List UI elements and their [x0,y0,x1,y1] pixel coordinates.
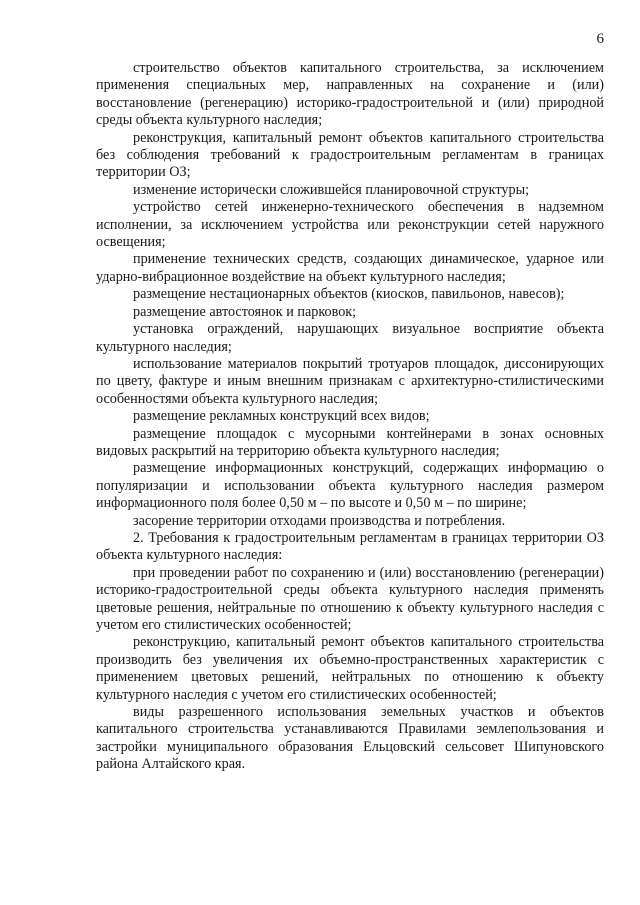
paragraph-9: использование материалов покрытий тротуаров площадок, диссонирующих по цвету, фактуре и иным внешним признакам с архитектурно-стилистическими особенностями объекта культурного наследия; [96,355,604,407]
paragraph-17: виды разрешенного использования земельных участков и объектов капитального строительства устанавливаются Правилами землепользования и застройки муниципального образования Ельцовский сельсовет Шипуновского района Алтайского края. [96,704,604,773]
paragraph-1: строительство объектов капитального строительства, за исключением применения специальных мер, направленных на сохранение и (или) восстановление (регенерацию) историко-градостроительной и (или) природной среды объекта культурного наследия; [96,60,604,129]
paragraph-15: при проведении работ по сохранению и (или) восстановлению (регенерации) историко-градостроительной среды объекта культурного наследия применять цветовые решения, нейтральные по отношению к объекту культурного наследия с учетом его стилистических особенностей; [96,564,604,633]
paragraph-11: размещение площадок с мусорными контейнерами в зонах основных видовых раскрытий на территорию объекта культурного наследия; [96,425,604,459]
paragraph-5: применение технических средств, создающих динамическое, ударное или ударно-вибрационное воздействие на объект культурного наследия; [96,251,604,285]
paragraph-13: засорение территории отходами производства и потребления. [133,512,506,529]
paragraph-4: устройство сетей инженерно-технического обеспечения в надземном исполнении, за исключением устройства или реконструкции сетей наружного освещения; [96,199,604,251]
paragraph-12: размещение информационных конструкций, содержащих информацию о популяризации и использовании объекта культурного наследия размером информационного поля более 0,50 м – по высоте и 0,50 м – по ширине; [96,460,604,512]
page-number: 6 [596,31,604,47]
paragraph-6: размещение нестационарных объектов (киосков, павильонов, навесов); [133,286,565,303]
paragraph-2: реконструкция, капитальный ремонт объектов капитального строительства без соблюдения требований к градостроительным регламентам в границах территории ОЗ; [96,129,604,181]
paragraph-8: установка ограждений, нарушающих визуальное восприятие объекта культурного наследия; [96,321,604,355]
paragraph-10: размещение рекламных конструкций всех видов; [133,408,430,425]
paragraph-16: реконструкцию, капитальный ремонт объектов капитального строительства производить без увеличения их объемно-пространственных характеристик с применением цветовых решений, нейтральных по отношению к объекту культурного наследия с учетом его стилистических особенностей; [96,634,604,703]
section-heading-2: 2. Требования к градостроительным регламентам в границах территории ОЗ объекта культурного наследия: [96,529,604,564]
document-body [96,60,604,774]
paragraph-3: изменение исторически сложившейся планировочной структуры; [133,181,530,198]
paragraph-7: размещение автостоянок и парковок; [133,303,357,320]
